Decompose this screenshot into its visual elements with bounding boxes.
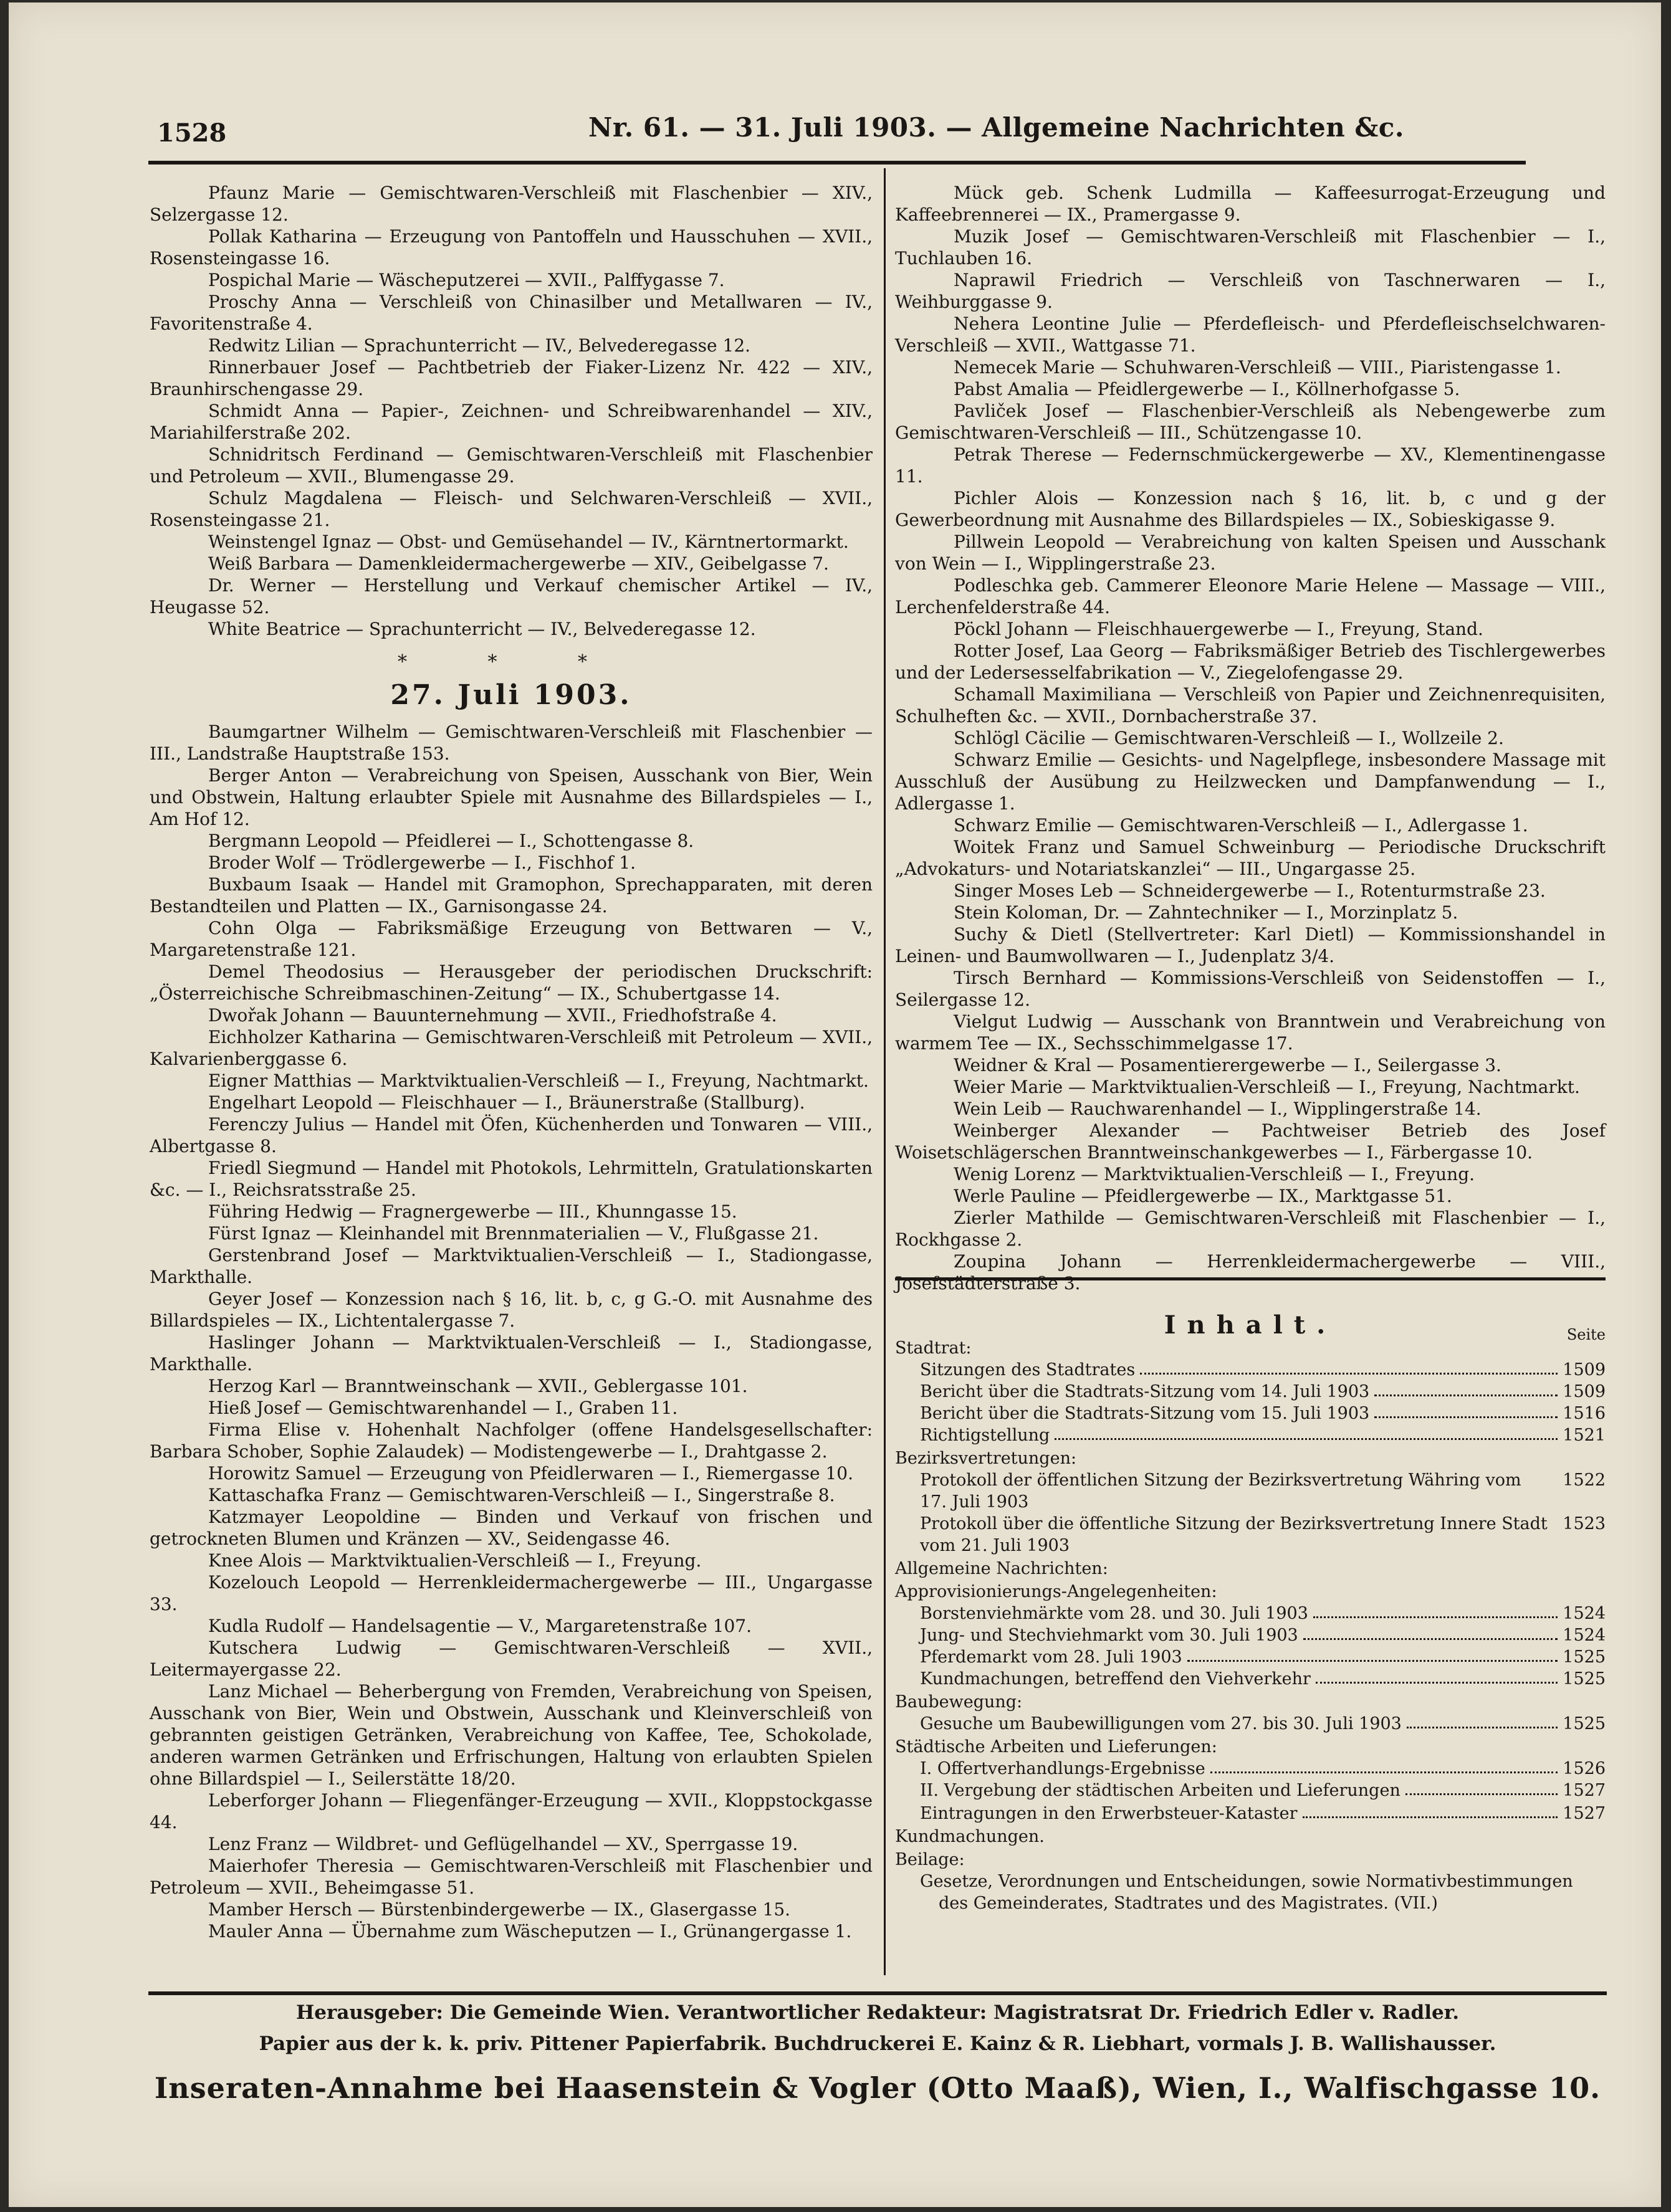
license-entry: Zoupina Johann — Herrenkleidermachergewerbe — VIII., Josefstädterstraße 3.: [895, 1251, 1606, 1294]
license-entry: Schwarz Emilie — Gesichts- und Nagelpflege, insbesondere Massage mit Ausschluß der Ausübung zu Heilzwecken und Dampfanwendung — I., Adlergasse 1.: [895, 750, 1606, 814]
license-entry: Führing Hedwig — Fragnergewerbe — III., Khunngasse 15.: [208, 1201, 737, 1222]
toc-entry: [895, 1713, 1606, 1735]
license-entry: Lenz Franz — Wildbret- und Geflügelhandel — XV., Sperrgasse 19.: [208, 1834, 798, 1854]
toc-entry: [895, 1646, 1606, 1668]
toc-entry: [895, 1359, 1606, 1381]
toc-body: [895, 1337, 1606, 1871]
toc-entry-title: Bericht über die Stadtrats-Sitzung vom 14. Juli 1903: [920, 1382, 1370, 1401]
toc-entry-title: II. Vergebung der städtischen Arbeiten und Lieferungen: [920, 1781, 1400, 1800]
toc-leader-dots: [1140, 1359, 1558, 1375]
license-entry: Nemecek Marie — Schuhwaren-Verschleiß — VIII., Piaristengasse 1.: [954, 357, 1561, 378]
license-entry: Weiß Barbara — Damenkleidermachergewerbe — XIV., Geibelgasse 7.: [208, 553, 829, 574]
toc-entry-title: Borstenviehmärkte vom 28. und 30. Juli 1903: [920, 1604, 1308, 1623]
entry-list-27-juli: [150, 721, 873, 1942]
toc-entry: [895, 1381, 1606, 1403]
license-entry: Dr. Werner — Herstellung und Verkauf chemischer Artikel — IV., Heugasse 52.: [150, 575, 873, 617]
toc-entry: [895, 1513, 1606, 1557]
toc-entry-page: 1509: [1563, 1360, 1606, 1380]
license-entry: Weidner & Kral — Posamentierergewerbe — I., Seilergasse 3.: [954, 1055, 1501, 1075]
license-entry: Rotter Josef, Laa Georg — Fabriksmäßiger Betrieb des Tischlergewerbes und der Ledersesselfabrikation — V., Ziegelofengasse 29.: [895, 641, 1606, 683]
toc-entry-page: 1525: [1563, 1714, 1606, 1733]
license-entry: Kudla Rudolf — Handelsagentie — V., Margaretenstraße 107.: [208, 1616, 752, 1636]
license-entry: Geyer Josef — Konzession nach § 16, lit. b, c, g G.-O. mit Ausnahme des Billardspieles — IX., Lichtentalergasse 7.: [150, 1289, 873, 1331]
entry-list-right: [895, 182, 1606, 1294]
toc-entry: [895, 1403, 1606, 1424]
license-entry: Pabst Amalia — Pfeidlergewerbe — I., Köllnerhofgasse 5.: [954, 379, 1460, 399]
toc-section: [895, 1337, 1606, 1446]
toc-seite-label: Seite: [1566, 1326, 1606, 1343]
toc-entry-page: 1524: [1563, 1626, 1606, 1645]
license-entry: Podleschka geb. Cammerer Eleonore Marie Helene — Massage — VIII., Lerchenfelderstraße 44.: [895, 575, 1606, 617]
license-entry: Weinstengel Ignaz — Obst- und Gemüsehandel — IV., Kärntnertormarkt.: [208, 532, 849, 552]
toc-leader-dots: [1303, 1624, 1558, 1640]
license-entry: Engelhart Leopold — Fleischhauer — I., Bräunerstraße (Stallburg).: [208, 1092, 805, 1113]
toc-entry-page: 1522: [1563, 1471, 1606, 1490]
toc-leader-dots: [1303, 1803, 1558, 1818]
license-entry: Horowitz Samuel — Erzeugung von Pfeidlerwaren — I., Riemergasse 10.: [208, 1463, 853, 1484]
toc-leader-dots: [1055, 1424, 1558, 1440]
toc-section: [895, 1581, 1606, 1690]
license-entry: Tirsch Bernhard — Kommissions-Verschleiß von Seidenstoffen — I., Seilergasse 12.: [895, 968, 1606, 1010]
license-entry: Nehera Leontine Julie — Pferdefleisch- und Pferdefleischselchwaren-Verschleiß — XVII., Wattgasse 71.: [895, 313, 1606, 356]
license-entry: Herzog Karl — Branntweinschank — XVII., Geblergasse 101.: [208, 1376, 748, 1396]
license-entry: Gerstenbrand Josef — Marktviktualien-Verschleiß — I., Stadiongasse, Markthalle.: [150, 1245, 873, 1287]
toc-section: [895, 1447, 1606, 1557]
toc-leader-dots: [1407, 1713, 1558, 1728]
advertisement-notice: Inseraten-Annahme bei Haasenstein & Vogler (Otto Maaß), Wien, I., Walfischgasse 10.: [154, 2071, 1601, 2105]
license-entry: Fürst Ignaz — Kleinhandel mit Brennmaterialien — V., Flußgasse 21.: [208, 1223, 819, 1244]
license-entry: Schmidt Anna — Papier-, Zeichnen- und Schreibwarenhandel — XIV., Mariahilferstraße 202.: [150, 401, 873, 443]
left-column: [150, 182, 873, 1942]
license-entry: Bergmann Leopold — Pfeidlerei — I., Schottengasse 8.: [208, 831, 694, 851]
toc-entry-title: Jung- und Stechviehmarkt vom 30. Juli 1903: [920, 1626, 1298, 1645]
toc-entry-title: Gesuche um Baubewilligungen vom 27. bis 30. Juli 1903: [920, 1714, 1402, 1733]
toc-entry-page: 1527: [1563, 1804, 1606, 1823]
toc-entry-title: Pferdemarkt vom 28. Juli 1903: [920, 1647, 1182, 1667]
license-entry: Pöckl Johann — Fleischhauergewerbe — I., Freyung, Stand.: [954, 619, 1483, 639]
right-column: [895, 182, 1606, 1294]
license-entry: Katzmayer Leopoldine — Binden und Verkauf von frischen und getrockneten Blumen und Kränzen — XV., Seidengasse 46.: [150, 1507, 873, 1549]
toc-section: [895, 1849, 1606, 1871]
toc-section: [895, 1826, 1606, 1847]
toc-entry-page: 1527: [1563, 1781, 1606, 1800]
license-entry: Wenig Lorenz — Marktviktualien-Verschleiß — I., Freyung.: [954, 1164, 1475, 1185]
header-rule: [148, 161, 1526, 164]
license-entry: Schlögl Cäcilie — Gemischtwaren-Verschleiß — I., Wollzeile 2.: [954, 728, 1504, 748]
toc-entry: [895, 1758, 1606, 1780]
toc-leader-dots: [1187, 1646, 1558, 1662]
toc-leader-dots: [1374, 1381, 1558, 1396]
toc-entry-page: 1516: [1563, 1404, 1606, 1423]
running-head: Nr. 61. — 31. Juli 1903. — Allgemeine Nachrichten &c.: [588, 112, 1404, 143]
toc-entry-title: Bericht über die Stadtrats-Sitzung vom 15. Juli 1903: [920, 1404, 1370, 1423]
license-entry: Berger Anton — Verabreichung von Speisen, Ausschank von Bier, Wein und Obstwein, Haltung erlaubter Spiele mit Ausnahme des Billardspieles — I., Am Hof 12.: [150, 765, 873, 829]
license-entry: Pichler Alois — Konzession nach § 16, lit. b, c und g der Gewerbeordnung mit Ausnahme des Billardspieles — IX., Sobieskigasse 9.: [895, 488, 1606, 530]
license-entry: Baumgartner Wilhelm — Gemischtwaren-Verschleiß mit Flaschenbier — III., Landstraße Hauptstraße 153.: [150, 722, 873, 764]
toc-entry-title: Protokoll über die öffentliche Sitzung der Bezirksvertretung Innere Stadt vom 21. Juli 1903: [920, 1514, 1548, 1555]
license-entry: Lanz Michael — Beherbergung von Fremden, Verabreichung von Speisen, Ausschank von Bier, Wein und Obstwein, Ausschank und Kleinverschleiß von gebrannten geistigen Getränken, Verabreichung von Kaffee, Tee, Schokolade, anderen warmen Getränken und Erfrischungen, Haltung von erlaubten Spielen ohne Billardspiel — I., Seilerstätte 18/20.: [150, 1681, 873, 1789]
license-entry: Demel Theodosius — Herausgeber der periodischen Druckschrift: „Österreichische Schreibmaschinen-Zeitung“ — IX., Schubertgasse 14.: [150, 961, 873, 1004]
license-entry: Ferenczy Julius — Handel mit Öfen, Küchenherden und Tonwaren — VIII., Albertgasse 8.: [150, 1114, 873, 1156]
toc-section-heading: Städtische Arbeiten und Lieferungen:: [895, 1737, 1217, 1757]
toc-leader-dots: [1405, 1780, 1558, 1795]
entry-list-continued: [150, 182, 873, 640]
license-entry: Wein Leib — Rauchwarenhandel — I., Wipplingerstraße 14.: [954, 1099, 1482, 1119]
license-entry: Eichholzer Katharina — Gemischtwaren-Verschleiß mit Petroleum — XVII., Kalvarienberggasse 6.: [150, 1027, 873, 1069]
toc-section: [895, 1803, 1606, 1824]
license-entry: Naprawil Friedrich — Verschleiß von Taschnerwaren — I., Weihburggasse 9.: [895, 270, 1606, 312]
toc-entry-title: I. Offertverhandlungs-Ergebnisse: [920, 1759, 1205, 1778]
toc-entry: [895, 1469, 1606, 1513]
license-entry: Pavliček Josef — Flaschenbier-Verschleiß als Nebengewerbe zum Gemischtwaren-Verschleiß — III., Schützengasse 10.: [895, 401, 1606, 443]
license-entry: Pospichal Marie — Wäscheputzerei — XVII., Palffygasse 7.: [208, 270, 725, 290]
toc-entry-page: 1526: [1563, 1759, 1606, 1778]
toc-entry: [895, 1424, 1606, 1446]
license-entry: Woitek Franz und Samuel Schweinburg — Periodische Druckschrift „Advokaturs- und Notariatskanzlei“ — III., Ungargasse 25.: [895, 837, 1606, 879]
license-entry: Buxbaum Isaak — Handel mit Gramophon, Sprechapparaten, mit deren Bestandteilen und Platten — IX., Garnisongasse 24.: [150, 874, 873, 917]
license-entry: Pfaunz Marie — Gemischtwaren-Verschleiß mit Flaschenbier — XIV., Selzergasse 12.: [150, 183, 873, 225]
license-entry: Haslinger Johann — Marktviktualen-Verschleiß — I., Stadiongasse, Markthalle.: [150, 1332, 873, 1375]
toc-entry-title: Protokoll der öffentlichen Sitzung der Bezirksvertretung Währing vom 17. Juli 1903: [920, 1471, 1521, 1512]
license-entry: Mauler Anna — Übernahme zum Wäscheputzen — I., Grünangergasse 1.: [208, 1921, 852, 1942]
license-entry: Dwořak Johann — Bauunternehmung — XVII., Friedhofstraße 4.: [208, 1005, 777, 1026]
toc-entry-page: 1521: [1563, 1426, 1606, 1445]
toc-entry-page: 1525: [1563, 1647, 1606, 1667]
license-entry: Rinnerbauer Josef — Pachtbetrieb der Fiaker-Lizenz Nr. 422 — XIV., Braunhirschengasse 29.: [150, 357, 873, 399]
license-entry: Proschy Anna — Verschleiß von Chinasilber und Metallwaren — IV., Favoritenstraße 4.: [150, 292, 873, 334]
license-entry: Suchy & Dietl (Stellvertreter: Karl Dietl) — Kommissionshandel in Leinen- und Baumwollwaren — I., Judenplatz 3/4.: [895, 924, 1606, 966]
toc-entry-title: Kundmachungen, betreffend den Viehverkehr: [920, 1669, 1311, 1689]
toc-leader-dots: [1374, 1403, 1558, 1418]
license-entry: Hieß Josef — Gemischtwarenhandel — I., Graben 11.: [208, 1398, 678, 1418]
toc-section-heading: Bezirksvertretungen:: [895, 1449, 1077, 1468]
imprint-publisher: Herausgeber: Die Gemeinde Wien. Verantwortlicher Redakteur: Magistratsrat Dr. Friedrich Edler v. Radler.: [295, 2001, 1459, 2024]
license-entry: Mamber Hersch — Bürstenbindergewerbe — IX., Glasergasse 15.: [208, 1899, 791, 1920]
license-entry: Stein Koloman, Dr. — Zahntechniker — I., Morzinplatz 5.: [954, 902, 1458, 923]
toc-entry: [895, 1624, 1606, 1646]
toc-entry-title: Richtigstellung: [920, 1426, 1050, 1445]
toc-section-heading: Baubewegung:: [895, 1692, 1023, 1712]
license-entry: Firma Elise v. Hohenhalt Nachfolger (offene Handelsgesellschafter: Barbara Schober, Sophie Zalaudek) — Modistengewerbe — I., Drahtgasse 2.: [150, 1419, 873, 1462]
license-entry: Mück geb. Schenk Ludmilla — Kaffeesurrogat-Erzeugung und Kaffeebrennerei — IX., Pramergasse 9.: [895, 183, 1606, 225]
footer-rule: [148, 1991, 1607, 1995]
license-entry: Maierhofer Theresia — Gemischtwaren-Verschleiß mit Flaschenbier und Petroleum — XVII., Beheimgasse 51.: [150, 1856, 873, 1898]
imprint-printer: Papier aus der k. k. priv. Pittener Papierfabrik. Buchdruckerei E. Kainz & R. Liebhart, vormals J. B. Wallishausser.: [259, 2033, 1496, 2055]
toc-section-heading: Beilage:: [895, 1850, 965, 1869]
license-entry: Knee Alois — Marktviktualien-Verschleiß — I., Freyung.: [208, 1550, 702, 1571]
license-entry: Pollak Katharina — Erzeugung von Pantoffeln und Hausschuhen — XVII., Rosensteingasse 16.: [150, 226, 873, 269]
toc-entry: [895, 1803, 1606, 1824]
license-entry: Eigner Matthias — Marktviktualien-Verschleiß — I., Freyung, Nachtmarkt.: [208, 1070, 869, 1091]
section-separator: * * *: [397, 651, 625, 673]
column-divider: [884, 168, 886, 1975]
toc-entry-page: 1525: [1563, 1669, 1606, 1689]
toc-entry-page: 1524: [1563, 1604, 1606, 1623]
toc-entry-page: 1509: [1563, 1382, 1606, 1401]
license-entry: Werle Pauline — Pfeidlergewerbe — IX., Marktgasse 51.: [954, 1186, 1452, 1206]
toc-entry-page: 1523: [1563, 1514, 1606, 1533]
toc-section: [895, 1558, 1606, 1580]
license-entry: Friedl Siegmund — Handel mit Photokols, Lehrmitteln, Gratulationskarten &c. — I., Reichsratsstraße 25.: [150, 1158, 873, 1200]
license-entry: Petrak Therese — Federnschmückergewerbe — XV., Klementinengasse 11.: [895, 444, 1606, 487]
toc-section: [895, 1691, 1606, 1735]
license-entry: Redwitz Lilian — Sprachunterricht — IV., Belvederegasse 12.: [208, 335, 751, 356]
license-entry: Singer Moses Leb — Schneidergewerbe — I., Rotenturmstraße 23.: [954, 880, 1546, 901]
toc-section: [895, 1736, 1606, 1801]
table-of-contents: [895, 1274, 1606, 1914]
toc-entry: [895, 1780, 1606, 1801]
license-entry: Vielgut Ludwig — Ausschank von Branntwein und Verabreichung von warmem Tee — IX., Sechsschimmelgasse 17.: [895, 1011, 1606, 1054]
toc-beilage-note: Gesetze, Verordnungen und Entscheidungen, sowie Normativbestimmungen des Gemeinderates, Stadtrates und des Magistrates. (VII.): [920, 1872, 1573, 1913]
toc-leader-dots: [1313, 1603, 1558, 1618]
license-entry: Pillwein Leopold — Verabreichung von kalten Speisen und Ausschank von Wein — I., Wipplingerstraße 23.: [895, 532, 1606, 574]
license-entry: Leberforger Johann — Fliegenfänger-Erzeugung — XVII., Kloppstockgasse 44.: [150, 1790, 873, 1833]
license-entry: Cohn Olga — Fabriksmäßige Erzeugung von Bettwaren — V., Margaretenstraße 121.: [150, 918, 873, 960]
license-entry: Kozelouch Leopold — Herrenkleidermachergewerbe — III., Ungargasse 33.: [150, 1572, 873, 1614]
toc-entry: [895, 1668, 1606, 1690]
license-entry: Muzik Josef — Gemischtwaren-Verschleiß mit Flaschenbier — I., Tuchlauben 16.: [895, 226, 1606, 269]
license-entry: Broder Wolf — Trödlergewerbe — I., Fischhof 1.: [208, 852, 636, 873]
license-entry: Kattaschafka Franz — Gemischtwaren-Verschleiß — I., Singerstraße 8.: [208, 1485, 835, 1505]
license-entry: Schnidritsch Ferdinand — Gemischtwaren-Verschleiß mit Flaschenbier und Petroleum — XVII., Blumengasse 29.: [150, 444, 873, 487]
license-entry: Schwarz Emilie — Gemischtwaren-Verschleiß — I., Adlergasse 1.: [954, 815, 1528, 836]
license-entry: White Beatrice — Sprachunterricht — IV., Belvederegasse 12.: [208, 619, 756, 639]
toc-title: Inhalt.: [1164, 1310, 1337, 1340]
page-number: 1528: [157, 118, 227, 148]
toc-section-heading: Allgemeine Nachrichten:: [895, 1559, 1108, 1578]
toc-entry-title: Eintragungen in den Erwerbsteuer-Kataster: [920, 1804, 1298, 1823]
license-entry: Kutschera Ludwig — Gemischtwaren-Verschleiß — XVII., Leitermayergasse 22.: [150, 1638, 873, 1680]
license-entry: Weier Marie — Marktviktualien-Verschleiß — I., Freyung, Nachtmarkt.: [954, 1077, 1580, 1097]
license-entry: Schulz Magdalena — Fleisch- und Selchwaren-Verschleiß — XVII., Rosensteingasse 21.: [150, 488, 873, 530]
toc-entry-title: Sitzungen des Stadtrates: [920, 1360, 1136, 1380]
toc-section-heading: Approvisionierungs-Angelegenheiten:: [895, 1582, 1217, 1601]
toc-section-heading: Kundmachungen.: [895, 1827, 1045, 1846]
toc-leader-dots: [1210, 1758, 1558, 1773]
toc-entry: [895, 1603, 1606, 1624]
toc-section-heading: Stadtrat:: [895, 1338, 972, 1358]
license-entry: Weinberger Alexander — Pachtweiser Betrieb des Josef Woisetschlägerschen Branntweinschankgewerbes — I., Färbergasse 10.: [895, 1120, 1606, 1163]
toc-leader-dots: [1316, 1668, 1558, 1684]
date-heading: 27. Juli 1903.: [390, 679, 632, 711]
license-entry: Schamall Maximiliana — Verschleiß von Papier und Zeichnenrequisiten, Schulheften &c. — XVII., Dornbacherstraße 37.: [895, 684, 1606, 727]
license-entry: Zierler Mathilde — Gemischtwaren-Verschleiß mit Flaschenbier — I., Rockhgasse 2.: [895, 1208, 1606, 1250]
